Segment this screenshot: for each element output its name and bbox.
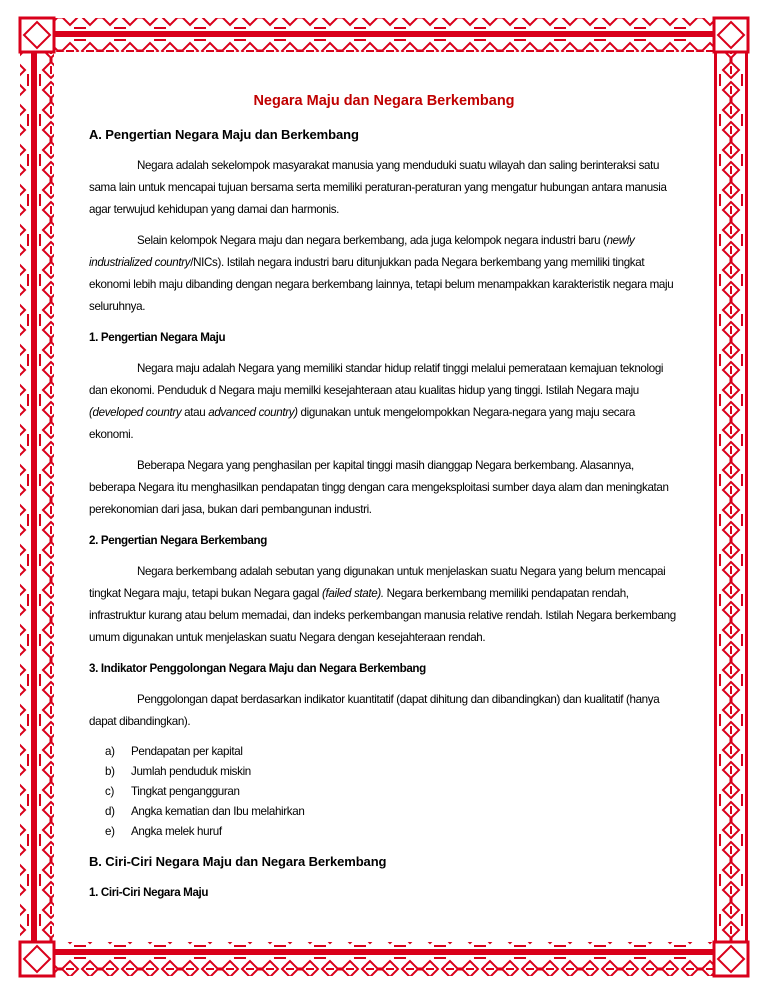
text-run: atau <box>181 406 209 419</box>
italic-term: advanced country) <box>208 406 298 419</box>
list-marker: e) <box>105 825 115 838</box>
list-item <box>89 802 679 822</box>
document-body <box>89 88 679 913</box>
indicator-list <box>89 742 679 842</box>
list-item-text: Pendapatan per kapital <box>131 745 243 758</box>
sub1-paragraph-2: Beberapa Negara yang penghasilan per kapital tinggi masih dianggap Negara berkembang. Alasannya, beberapa Negara itu menghasilkan pendapatan tingg dengan cara mengeksploitasi sumber daya alam dan meningkatan perekonomian dari jasa, bukan dari pembangunan industri. <box>89 459 669 516</box>
section-a-paragraph-1: Negara adalah sekelompok masyarakat manusia yang menduduki suatu wilayah dan saling berinteraksi satu sama lain untuk mencapai tujuan bersama serta memiliki peraturan-peraturan yang mengatur hubungan antara manusia agar terwujud kehidupan yang damai dan harmonis. <box>89 159 667 216</box>
section-a-paragraph-2 <box>89 230 679 318</box>
list-marker: a) <box>105 745 115 758</box>
list-item-text: Tingkat pengangguran <box>131 785 240 798</box>
list-item-text: Angka kematian dan Ibu melahirkan <box>131 805 305 818</box>
list-marker: d) <box>105 805 115 818</box>
sub2-paragraph-1 <box>89 561 679 649</box>
text-run: digunakan untuk mengelompokkan Negara-negara yang maju secara ekonomi. <box>89 406 635 441</box>
sub1-heading: 1. Pengertian Negara Maju <box>89 331 226 344</box>
sub3-paragraph-1: Penggolongan dapat berdasarkan indikator kuantitatif (dapat dihitung dan dibandingkan) dan kualitatif (hanya dapat dibandingkan). <box>89 693 660 728</box>
section-b-sub1-heading: 1. Ciri-Ciri Negara Maju <box>89 886 209 899</box>
list-marker: c) <box>105 785 114 798</box>
list-item-text: Angka melek huruf <box>131 825 222 838</box>
document-title: Negara Maju dan Negara Berkembang <box>253 93 515 109</box>
text-run: Negara berkembang memiliki pendapatan rendah, infrastruktur kurang atau belum memadai, dan indeks perkembangan manusia relative rendah. Istilah Negara berkembang umum digunakan untuk menjelaskan suatu Negara dengan kesejahteraan rendah. <box>89 587 676 644</box>
section-a-heading: A. Pengertian Negara Maju dan Berkembang <box>89 127 359 142</box>
list-item <box>89 782 679 802</box>
sub2-heading: 2. Pengertian Negara Berkembang <box>89 534 267 547</box>
text-run: /NICs). Istilah negara industri baru ditunjukkan pada Negara berkembang yang memiliki tingkat ekonomi lebih maju dibanding dengan negara berkembang lainnya, tetapi belum menampakkan karakteristik negara maju seluruhnya. <box>89 256 674 313</box>
italic-term: newly industrialized country <box>89 234 635 269</box>
list-item <box>89 762 679 782</box>
italic-term: (developed country <box>89 406 182 419</box>
text-run: Selain kelompok Negara maju dan negara berkembang, ada juga kelompok negara industri baru ( <box>137 234 607 247</box>
list-item-text: Jumlah penduduk miskin <box>131 765 251 778</box>
list-item <box>89 742 679 762</box>
text-run: Negara maju adalah Negara yang memiliki standar hidup relatif tinggi melalui pemerataan kemajuan teknologi dan ekonomi. Penduduk d Negara maju memilki kesejahteraan atau kualitas hidup yang tinggi. Istilah Negara maju <box>89 362 664 397</box>
list-marker: b) <box>105 765 115 778</box>
list-item <box>89 822 679 842</box>
italic-term: (failed state). <box>321 587 384 600</box>
section-b-heading: B. Ciri-Ciri Negara Maju dan Negara Berkembang <box>89 854 387 869</box>
sub3-heading: 3. Indikator Penggolongan Negara Maju dan Negara Berkembang <box>89 662 426 675</box>
text-run: Negara berkembang adalah sebutan yang digunakan untuk menjelaskan suatu Negara yang belum mencapai tingkat Negara maju, tetapi bukan Negara gagal <box>89 565 666 600</box>
sub1-paragraph-1 <box>89 358 679 446</box>
